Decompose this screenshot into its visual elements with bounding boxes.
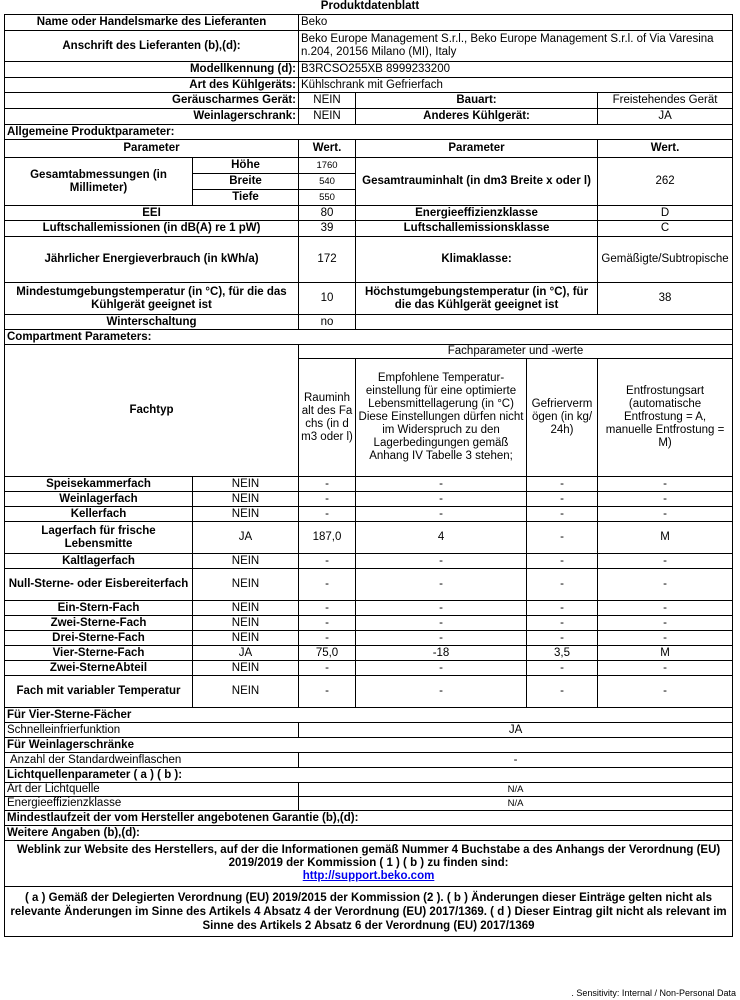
max-temp-label: Höchstumgebungstemperatur (in °C), für die das Kühlgerät geeignet ist: [356, 283, 598, 315]
compartment-volume: -: [299, 631, 356, 646]
noise-class-label: Luftschallemissionsklasse: [356, 221, 598, 237]
col-freeze-header: Gefriervermögen (in kg/24h): [527, 359, 598, 477]
compartment-temp: 4: [356, 522, 527, 554]
compartment-name: Kellerfach: [5, 507, 193, 522]
compartment-defrost: -: [598, 661, 733, 676]
weblink-url[interactable]: http://support.beko.com: [302, 870, 435, 882]
compartment-temp: -: [356, 492, 527, 507]
light-type-label: Art der Lichtquelle: [5, 783, 299, 797]
compartment-name: Drei-Sterne-Fach: [5, 631, 193, 646]
compartment-name: Lagerfach für frische Lebensmitte: [5, 522, 193, 554]
design-label: Bauart:: [356, 93, 598, 109]
other-appliance-value: JA: [598, 109, 733, 125]
compartment-row: [5, 522, 733, 554]
compartment-present: NEIN: [193, 616, 299, 631]
total-volume-label: Gesamtrauminhalt (in dm3 Breite x oder l): [356, 158, 598, 206]
compartment-row: [5, 554, 733, 569]
compartment-type-header: Fachtyp: [5, 345, 299, 477]
compartment-freeze: -: [527, 477, 598, 492]
col-volume-header: Rauminhalt des Fachs (in dm3 oder l): [299, 359, 356, 477]
compartment-section-heading: Compartment Parameters:: [5, 330, 733, 345]
compartment-freeze: -: [527, 676, 598, 708]
compartment-defrost: -: [598, 601, 733, 616]
winter-empty: [356, 315, 733, 330]
compartment-volume: -: [299, 492, 356, 507]
total-volume-value: 262: [598, 158, 733, 206]
value-header-right: Wert.: [598, 140, 733, 158]
supplier-name-label: Name oder Handelsmarke des Lieferanten: [5, 15, 299, 31]
compartment-row: [5, 646, 733, 661]
compartment-row: [5, 676, 733, 708]
compartment-volume: -: [299, 477, 356, 492]
compartment-present: NEIN: [193, 569, 299, 601]
warranty-label: Mindestlaufzeit der vom Hersteller angebotenen Garantie (b),(d):: [5, 811, 733, 826]
fast-freeze-value: JA: [299, 723, 733, 738]
min-temp-value: 10: [299, 283, 356, 315]
compartment-row: [5, 631, 733, 646]
param-header-right: Parameter: [356, 140, 598, 158]
compartment-rows: [5, 477, 733, 708]
eei-value: 80: [299, 206, 356, 221]
compartment-row: [5, 661, 733, 676]
compartment-row: [5, 569, 733, 601]
compartment-volume: -: [299, 507, 356, 522]
compartment-defrost: M: [598, 522, 733, 554]
winter-label: Winterschaltung: [5, 315, 299, 330]
climate-class-value: Gemäßigte/Subtropische: [598, 237, 733, 283]
compartment-present: NEIN: [193, 601, 299, 616]
wine-cabinet-value: NEIN: [299, 109, 356, 125]
compartment-name: Null-Sterne- oder Eisbereiterfach: [5, 569, 193, 601]
low-noise-label: Geräuscharmes Gerät:: [5, 93, 299, 109]
light-class-value: N/A: [299, 797, 733, 811]
general-section-heading: Allgemeine Produktparameter:: [5, 125, 733, 140]
compartment-name: Zwei-Sterne-Fach: [5, 616, 193, 631]
product-data-sheet: [4, 14, 733, 937]
supplier-address: Beko Europe Management S.r.l., Beko Europe Management S.r.l. of Via Varesina n.204, 20156 Milano (MI), Italy: [299, 31, 733, 62]
climate-class-label: Klimaklasse:: [356, 237, 598, 283]
compartment-freeze: -: [527, 616, 598, 631]
compartment-name: Fach mit variabler Temperatur: [5, 676, 193, 708]
dimensions-label: Gesamtabmessungen (in Millimeter): [5, 158, 193, 206]
compartment-defrost: -: [598, 507, 733, 522]
param-header-left: Parameter: [5, 140, 299, 158]
compartment-present: NEIN: [193, 492, 299, 507]
compartment-temp: -: [356, 661, 527, 676]
depth-label: Tiefe: [193, 190, 299, 206]
winter-value: no: [299, 315, 356, 330]
eei-label: EEI: [5, 206, 299, 221]
compartment-freeze: -: [527, 492, 598, 507]
compartment-freeze: 3,5: [527, 646, 598, 661]
appliance-type-label: Art des Kühlgeräts:: [5, 78, 299, 93]
compartment-temp: -: [356, 569, 527, 601]
compartment-present: JA: [193, 522, 299, 554]
compartment-name: Speisekammerfach: [5, 477, 193, 492]
compartment-defrost: -: [598, 554, 733, 569]
other-appliance-label: Anderes Kühlgerät:: [356, 109, 598, 125]
compartment-present: NEIN: [193, 631, 299, 646]
compartment-freeze: -: [527, 507, 598, 522]
compartment-temp: -: [356, 631, 527, 646]
value-header-left: Wert.: [299, 140, 356, 158]
compartment-defrost: -: [598, 477, 733, 492]
height-value: 1760: [299, 158, 356, 174]
compartment-present: NEIN: [193, 676, 299, 708]
energy-class-label: Energieeffizienzklasse: [356, 206, 598, 221]
compartment-volume: -: [299, 676, 356, 708]
compartment-freeze: -: [527, 661, 598, 676]
compartment-volume: -: [299, 601, 356, 616]
compartment-row: [5, 616, 733, 631]
compartment-defrost: -: [598, 616, 733, 631]
appliance-type: Kühlschrank mit Gefrierfach: [299, 78, 733, 93]
col-defrost-header: Entfrostungsart (automatische Entfrostung = A, manuelle Entfrostung = M): [598, 359, 733, 477]
compartment-freeze: -: [527, 522, 598, 554]
supplier-name: Beko: [299, 15, 733, 31]
light-class-label: Energieeffizienzklasse: [5, 797, 299, 811]
compartment-name: Vier-Sterne-Fach: [5, 646, 193, 661]
compartment-name: Zwei-SterneAbteil: [5, 661, 193, 676]
compartment-volume: -: [299, 569, 356, 601]
compartment-row: [5, 601, 733, 616]
wine-cabinet-label: Weinlagerschrank:: [5, 109, 299, 125]
height-label: Höhe: [193, 158, 299, 174]
noise-label: Luftschallemissionen (in dB(A) re 1 pW): [5, 221, 299, 237]
compartment-temp: -: [356, 676, 527, 708]
more-info-label: Weitere Angaben (b),(d):: [5, 826, 733, 841]
compartment-present: NEIN: [193, 507, 299, 522]
compartment-name: Weinlagerfach: [5, 492, 193, 507]
wine-bottles-label: Anzahl der Standardweinflaschen: [5, 753, 299, 768]
noise-class-value: C: [598, 221, 733, 237]
design-value: Freistehendes Gerät: [598, 93, 733, 109]
compartment-temp: -: [356, 616, 527, 631]
compartment-freeze: -: [527, 631, 598, 646]
compartment-temp: -18: [356, 646, 527, 661]
weblink-cell: [5, 841, 733, 887]
compartment-row: [5, 492, 733, 507]
compartment-defrost: -: [598, 492, 733, 507]
compartment-present: NEIN: [193, 477, 299, 492]
compartment-freeze: -: [527, 554, 598, 569]
compartment-present: NEIN: [193, 661, 299, 676]
compartment-temp: -: [356, 601, 527, 616]
four-star-section-heading: Für Vier-Sterne-Fächer: [5, 708, 733, 723]
compartment-present: NEIN: [193, 554, 299, 569]
annual-energy-value: 172: [299, 237, 356, 283]
compartment-temp: -: [356, 507, 527, 522]
fast-freeze-label: Schnelleinfrierfunktion: [5, 723, 299, 738]
page-title: Produktdatenblatt: [320, 0, 420, 12]
width-value: 540: [299, 174, 356, 190]
compartment-defrost: -: [598, 569, 733, 601]
compartment-defrost: M: [598, 646, 733, 661]
compartment-row: [5, 507, 733, 522]
compartment-temp: -: [356, 477, 527, 492]
compartment-row: [5, 477, 733, 492]
sensitivity-label: . Sensitivity: Internal / Non-Personal Data: [571, 988, 736, 998]
wine-section-heading: Für Weinlagerschränke: [5, 738, 733, 753]
compartment-present: JA: [193, 646, 299, 661]
compartment-volume: 187,0: [299, 522, 356, 554]
compartment-params-header: Fachparameter und -werte: [299, 345, 733, 359]
col-temp-header: Empfohlene Temperatur-einstellung für eine optimierte Lebensmittellagerung (in °C) Diese Einstellungen dürfen nicht im Widerspruch zu den Lagerbedingungen gemäß Anhang IV Tabelle 3 stehen;: [356, 359, 527, 477]
compartment-volume: -: [299, 616, 356, 631]
low-noise-value: NEIN: [299, 93, 356, 109]
footnote: ( a ) Gemäß der Delegierten Verordnung (EU) 2019/2015 der Kommission (2 ). ( b ) Änderungen dieser Einträge gelten nicht als relevante Änderungen im Sinne des Artikels 4 Absatz 4 der Verordnung (EU) 2017/1369. ( d ) Dieser Eintrag gilt nicht als relevant im Sinne des Artikels 2 Absatz 6 der Verordnung (EU) 2017/1369: [5, 887, 733, 937]
model-id: B3RCSO255XB 8999233200: [299, 62, 733, 78]
compartment-name: Kaltlagerfach: [5, 554, 193, 569]
compartment-defrost: -: [598, 631, 733, 646]
weblink-text: Weblink zur Website des Herstellers, auf der die Informationen gemäß Nummer 4 Buchstabe a des Anhangs der Verordnung (EU) 2019/2019 der Kommission ( 1 ) ( b ) zu finden sind:: [16, 844, 721, 869]
max-temp-value: 38: [598, 283, 733, 315]
compartment-volume: 75,0: [299, 646, 356, 661]
min-temp-label: Mindestumgebungstemperatur (in °C), für die das Kühlgerät geeignet ist: [5, 283, 299, 315]
compartment-freeze: -: [527, 601, 598, 616]
annual-energy-label: Jährlicher Energieverbrauch (in kWh/a): [5, 237, 299, 283]
model-label: Modellkennung (d):: [5, 62, 299, 78]
wine-bottles-value: -: [299, 753, 733, 768]
light-type-value: N/A: [299, 783, 733, 797]
compartment-volume: -: [299, 661, 356, 676]
supplier-address-label: Anschrift des Lieferanten (b),(d):: [5, 31, 299, 62]
compartment-name: Ein-Stern-Fach: [5, 601, 193, 616]
compartment-freeze: -: [527, 569, 598, 601]
depth-value: 550: [299, 190, 356, 206]
width-label: Breite: [193, 174, 299, 190]
energy-class-value: D: [598, 206, 733, 221]
compartment-defrost: -: [598, 676, 733, 708]
noise-value: 39: [299, 221, 356, 237]
light-section-heading: Lichtquellenparameter ( a ) ( b ):: [5, 768, 733, 783]
compartment-temp: -: [356, 554, 527, 569]
compartment-volume: -: [299, 554, 356, 569]
